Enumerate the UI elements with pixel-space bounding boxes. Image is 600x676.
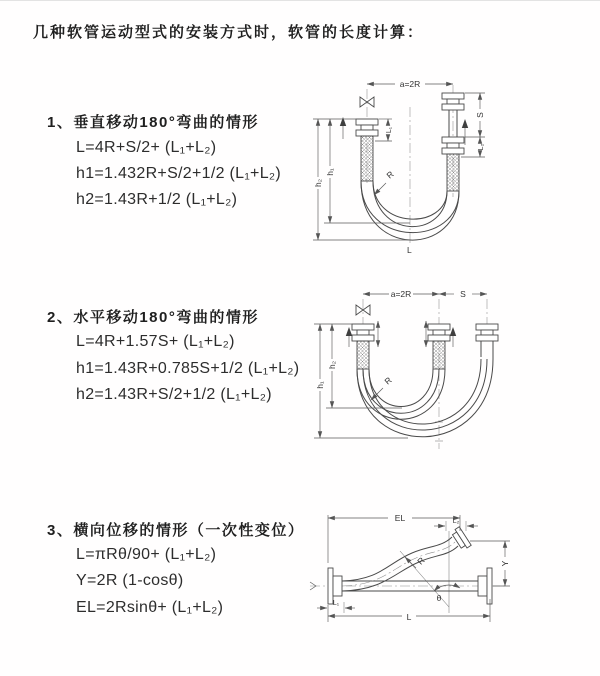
section-2-formula-L: L=4R+1.57S+ (L₁+L₂) xyxy=(76,333,235,350)
label-R: R xyxy=(415,555,427,567)
angle-callout xyxy=(434,585,460,603)
label-h2: h₂ xyxy=(313,178,323,188)
dim-S xyxy=(439,289,487,299)
left-flange xyxy=(328,568,342,604)
dim-L2 xyxy=(461,137,485,157)
section-2-formula-h2: h2=1.43R+S/2+1/2 (L₁+L₂) xyxy=(76,386,272,403)
label-a2R: a=2R xyxy=(399,79,421,89)
label-Y: Y xyxy=(500,560,510,567)
label-S: S xyxy=(460,289,466,299)
label-L2: L₂ xyxy=(478,143,485,151)
section-2-heading: 2、水平移动180°弯曲的情形 xyxy=(47,309,259,326)
label-h1: h₁ xyxy=(325,168,335,176)
displaced-hose xyxy=(342,537,458,591)
section-3-heading: 3、横向位移的情形（一次性变位） xyxy=(47,522,305,539)
diagram-lateral-displacement xyxy=(300,501,600,641)
dim-a2R xyxy=(367,79,453,89)
left-fitting xyxy=(352,324,374,369)
centerlines xyxy=(310,531,505,613)
section-2-formula-h1: h1=1.43R+0.785S+1/2 (L₁+L₂) xyxy=(76,360,300,377)
label-h1: h₁ xyxy=(315,381,325,389)
section-1-formula-L: L=4R+S/2+ (L₁+L₂) xyxy=(76,139,217,156)
diagram-horizontal-180-bend xyxy=(310,281,600,461)
section-1-heading: 1、垂直移动180°弯曲的情形 xyxy=(47,114,259,131)
label-S: S xyxy=(475,112,485,118)
label-L: L xyxy=(406,612,412,622)
dim-L xyxy=(328,599,490,622)
middle-fitting xyxy=(428,324,450,369)
hose-curves xyxy=(357,359,493,437)
radius-callout xyxy=(405,555,427,568)
section-1-formula-h2: h2=1.43R+1/2 (L₁+L₂) xyxy=(76,191,238,208)
label-L1: L₁ xyxy=(332,600,340,607)
dim-L1 xyxy=(317,600,355,613)
label-h2: h₂ xyxy=(327,360,337,370)
radius-callout xyxy=(371,375,394,400)
right-fitting xyxy=(442,93,464,191)
tilted-flange xyxy=(451,527,471,551)
label-a2R: a=2R xyxy=(390,289,412,299)
dim-a2R xyxy=(363,289,439,299)
label-EL: EL xyxy=(394,513,406,523)
left-fitting xyxy=(356,119,378,181)
section-3-formula-Y: Y=2R (1-cosθ) xyxy=(76,572,184,589)
label-L1: L₁ xyxy=(386,126,393,134)
label-R: R xyxy=(382,374,394,387)
shifted-fitting xyxy=(476,324,498,359)
label-L-total: L xyxy=(407,245,412,255)
radius-callout xyxy=(374,169,396,195)
label-R: R xyxy=(384,168,396,181)
fitting-length-ticks xyxy=(378,321,426,347)
label-L2: L₂ xyxy=(452,518,460,525)
centerlines xyxy=(363,299,487,449)
section-1-formula-h1: h1=1.432R+S/2+1/2 (L₁+L₂) xyxy=(76,165,282,182)
label-theta: θ xyxy=(436,593,442,603)
dim-S xyxy=(465,93,485,137)
diagram-vertical-180-bend xyxy=(310,71,600,261)
right-flange xyxy=(478,568,492,604)
section-3-formula-EL: EL=2Rsinθ+ (L₁+L₂) xyxy=(76,599,224,616)
section-3-formula-L: L=πRθ/90+ (L₁+L₂) xyxy=(76,546,217,563)
page-title: 几种软管运动型式的安装方式时，软管的长度计算： xyxy=(33,24,425,41)
